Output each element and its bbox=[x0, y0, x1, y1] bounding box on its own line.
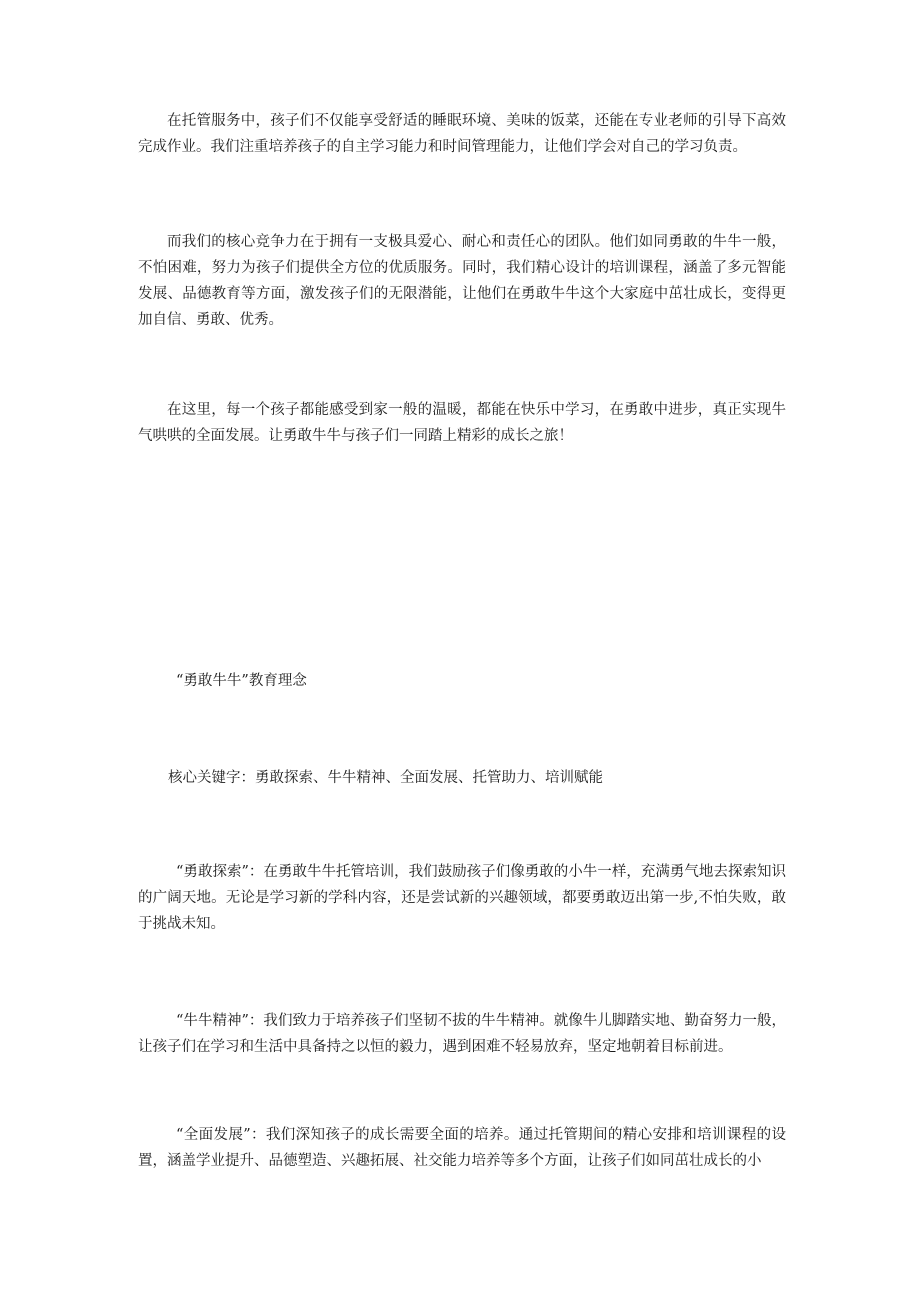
paragraph-holistic-development: “全面发展”：我们深知孩子的成长需要全面的培养。通过托管期间的精心安排和培训课程的设置，涵盖学业提升、品德塑造、兴趣拓展、社交能力培养等多个方面，让孩子们如同茁壮成长的小 bbox=[138, 1127, 786, 1169]
paragraph-niuniu-spirit: “牛牛精神”：我们致力于培养孩子们坚韧不拔的牛牛精神。就像牛儿脚踏实地、勤奋努力一般，让孩子们在学习和生活中具备持之以恒的毅力，遇到困难不轻易放弃，坚定地朝着目标前进。 bbox=[138, 1013, 786, 1055]
paragraph-intro-care: 在托管服务中，孩子们不仅能享受舒适的睡眠环境、美味的饭菜，还能在专业老师的引导下高效完成作业。我们注重培养孩子的自主学习能力和时间管理能力，让他们学会对自己的学习负责。 bbox=[138, 113, 786, 155]
section-title: “勇敢牛牛”教育理念 bbox=[176, 673, 307, 689]
keywords-line: 核心关键字：勇敢探索、牛牛精神、全面发展、托管助力、培训赋能 bbox=[168, 770, 603, 786]
paragraph-core-team: 而我们的核心竞争力在于拥有一支极具爱心、耐心和责任心的团队。他们如同勇敢的牛牛一般，不怕困难，努力为孩子们提供全方位的优质服务。同时，我们精心设计的培训课程，涵盖了多元智能发展、品德教育等方面，激发孩子们的无限潜能，让他们在勇敢牛牛这个大家庭中茁壮成长，变得更加自信、勇敢、优秀。 bbox=[138, 234, 786, 328]
paragraph-closing: 在这里，每一个孩子都能感受到家一般的温暖，都能在快乐中学习，在勇敢中进步，真正实现牛气哄哄的全面发展。让勇敢牛牛与孩子们一同踏上精彩的成长之旅！ bbox=[138, 402, 786, 444]
paragraph-brave-explore: “勇敢探索”：在勇敢牛牛托管培训，我们鼓励孩子们像勇敢的小牛一样，充满勇气地去探索知识的广阔天地。无论是学习新的学科内容，还是尝试新的兴趣领域，都要勇敢迈出第一步,不怕失败，敢于挑战未知。 bbox=[138, 864, 786, 932]
